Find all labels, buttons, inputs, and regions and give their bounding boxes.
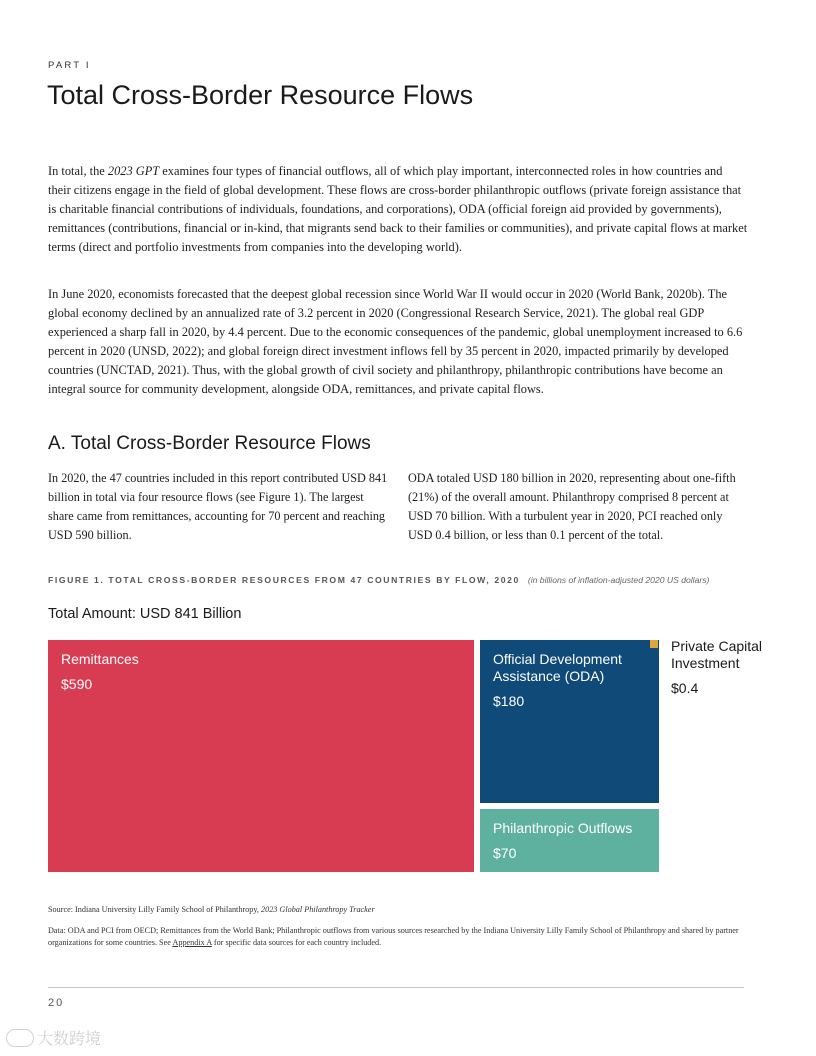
page-title: Total Cross-Border Resource Flows <box>47 80 474 110</box>
appendix-link[interactable]: Appendix A <box>172 938 212 947</box>
tile-value: $590 <box>61 676 93 692</box>
pci-label <box>671 638 771 696</box>
treemap-tile-pci <box>650 640 658 648</box>
tile-name: Private Capital Investment <box>671 638 763 671</box>
watermark <box>6 1026 101 1049</box>
part-label: PART I <box>48 60 91 71</box>
tile-value: $0.4 <box>671 680 699 696</box>
figure-caption: FIGURE 1. TOTAL CROSS-BORDER RESOURCES FROM 47 COUNTRIES BY FLOW, 2020 (in billions of inflation-adjusted 2020 US dollars) <box>48 575 710 585</box>
tile-name: Philanthropic Outflows <box>493 820 633 836</box>
chart-total-amount: Total Amount: USD 841 Billion <box>48 606 242 622</box>
figure-data-notes: Data: ODA and PCI from OECD; Remittances from the World Bank; Philanthropic outflows from various sources researched by the Indiana University Lilly Family School of Philanthropy and shared by partner organizations for some countries. See Appendix A for specific data sources for each country included. <box>48 926 739 947</box>
watermark-text: 大数跨境 <box>37 1029 102 1048</box>
treemap-tile-oda <box>480 640 659 803</box>
treemap-tile-remittances <box>48 640 474 872</box>
tile-name: Official Development Assistance (ODA) <box>493 651 622 684</box>
section-heading: A. Total Cross-Border Resource Flows <box>48 433 371 454</box>
watermark-logo-icon <box>6 1029 34 1047</box>
page-number: 20 <box>48 997 65 1009</box>
intro-paragraph: In total, the 2023 GPT examines four types of financial outflows, all of which play important, interconnected roles in how countries and their citizens engage in the field of global development. These flows are cross-border philanthropic outflows (private foreign assistance that is charitable financial contributions of individuals, foundations, and corporations), ODA (official foreign aid provided by governments), remittances (contributions, financial or in-kind, that migrants send back to their families or communities), and private capital flows at market terms (direct and portfolio investments from companies into the developing world). <box>48 164 748 254</box>
section-column-right: ODA totaled USD 180 billion in 2020, representing about one-fifth (21%) of the overall amount. Philanthropy comprised 8 percent at USD 70 billion. With a turbulent year in 2020, PCI reached only USD 0.4 billion, or less than 0.1 percent of the total. <box>408 471 736 542</box>
figure-source: Source: Indiana University Lilly Family School of Philanthropy, 2023 Global Philanthropy Tracker <box>48 905 375 914</box>
footer-divider <box>48 987 744 988</box>
tile-value: $70 <box>493 845 517 861</box>
treemap-tile-philanthropic <box>480 809 659 872</box>
tile-name: Remittances <box>61 651 139 667</box>
section-column-left: In 2020, the 47 countries included in this report contributed USD 841 billion in total via four resource flows (see Figure 1). The largest share came from remittances, accounting for 70 percent and reaching USD 590 billion. <box>48 471 388 542</box>
figure-caption-unit: (in billions of inflation-adjusted 2020 US dollars) <box>527 575 710 585</box>
context-paragraph: In June 2020, economists forecasted that the deepest global recession since World War II would occur in 2020 (World Bank, 2020b). The global economy declined by an annualized rate of 3.2 percent in 2020 (Congressional Research Service, 2021). The global real GDP experienced a sharp fall in 2020, by 4.4 percent. Due to the economic consequences of the pandemic, global unemployment increased to 6.6 percent in 2020 (UNSD, 2022); and global foreign direct investment inflows fell by 35 percent in 2020, impacted primarily by developed countries (UNCTAD, 2021). Thus, with the global growth of civil society and philanthropy, philanthropic contributions have become an integral source for community development, alongside ODA, remittances, and private capital flows. <box>48 287 743 396</box>
tile-value: $180 <box>493 693 525 709</box>
